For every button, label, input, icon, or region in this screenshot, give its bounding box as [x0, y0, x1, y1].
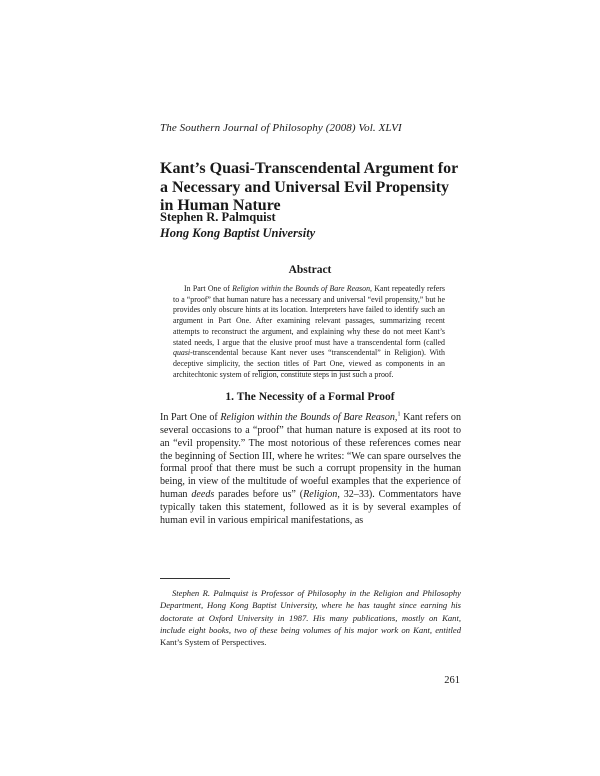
journal-citation: The Southern Journal of Philosophy (2008) Vol. XLVI — [160, 122, 402, 134]
author-name: Stephen R. Palmquist — [160, 210, 276, 224]
page-number: 261 — [444, 675, 460, 686]
body-religion-ref: Religion — [303, 489, 338, 501]
author-footnote — [160, 587, 461, 648]
footnote-work-title: Kant’s System of Perspectives. — [160, 637, 267, 648]
author-block — [160, 210, 460, 241]
body-book-title: Religion within the Bounds of Bare Reason, — [220, 412, 398, 423]
article-title: Kant’s Quasi-Transcendental Argument for a Necessary and Universal Evil Propensity in Human Nature — [160, 160, 458, 214]
footnote-marker[interactable]: 1 — [397, 411, 401, 418]
abstract-text — [173, 284, 445, 380]
body-paragraph — [160, 412, 461, 528]
abstract-text-part: -transcendental because Kant never uses “transcendental” in Religion). With deceptive simplicity, the section titles of Part One, viewed as components in an architechtonic system of religion, constitute steps in just such a proof. — [173, 348, 445, 379]
abstract-quasi: quasi — [173, 348, 191, 358]
abstract-book-title: Religion within the Bounds of Bare Reason — [232, 284, 371, 293]
abstract-text-part: In Part One of — [184, 284, 233, 293]
footnote-text: Stephen R. Palmquist is Professor of Philosophy in the Religion and Philosophy Department, Hong Kong Baptist University, where he has taught since earning his doctorate at Oxford University in 1987. His many publications, mostly on Kant, include eight books, two of these being volumes of his major work on Kant, entitled — [160, 588, 461, 635]
footnote-divider — [160, 578, 230, 579]
body-text-part: Kant refers on several occasions to a “proof” that human nature is exposed at its root to an “evil propensity.” The most notorious of these references comes near the beginning of Section III, where he writes: “We can spare ourselves the formal proof that there must be such a corrupt propensity in the human being, in view of the multitude of woeful examples that the experience of human — [160, 412, 461, 501]
author-affiliation: Hong Kong Baptist University — [160, 225, 316, 240]
body-text-part: , 32–33). Commentators have typically taken this statement, followed as it is by several examples of human evil in various empirical manifestations, as — [160, 489, 462, 526]
abstract-divider — [258, 370, 360, 371]
abstract-text-part: , Kant repeatedly refers to a “proof” that human nature has a necessary and universal “evil propensity,” but he provides only obscure hints at its location. Interpreters have failed to identify such an argument in Part One. After examining relevant passages, summarizing recent attempts to reconstruct the argument, and explaining why these do not meet Kant’s stated needs, I argue that the elusive proof must have a transcendental form (called — [173, 284, 446, 347]
abstract-heading: Abstract — [288, 264, 332, 276]
section-heading: 1. The Necessity of a Formal Proof — [225, 391, 395, 403]
body-deeds: deeds — [191, 489, 215, 501]
body-text-part: In Part One of — [160, 412, 221, 423]
body-text-part: parades before us” ( — [214, 489, 304, 501]
